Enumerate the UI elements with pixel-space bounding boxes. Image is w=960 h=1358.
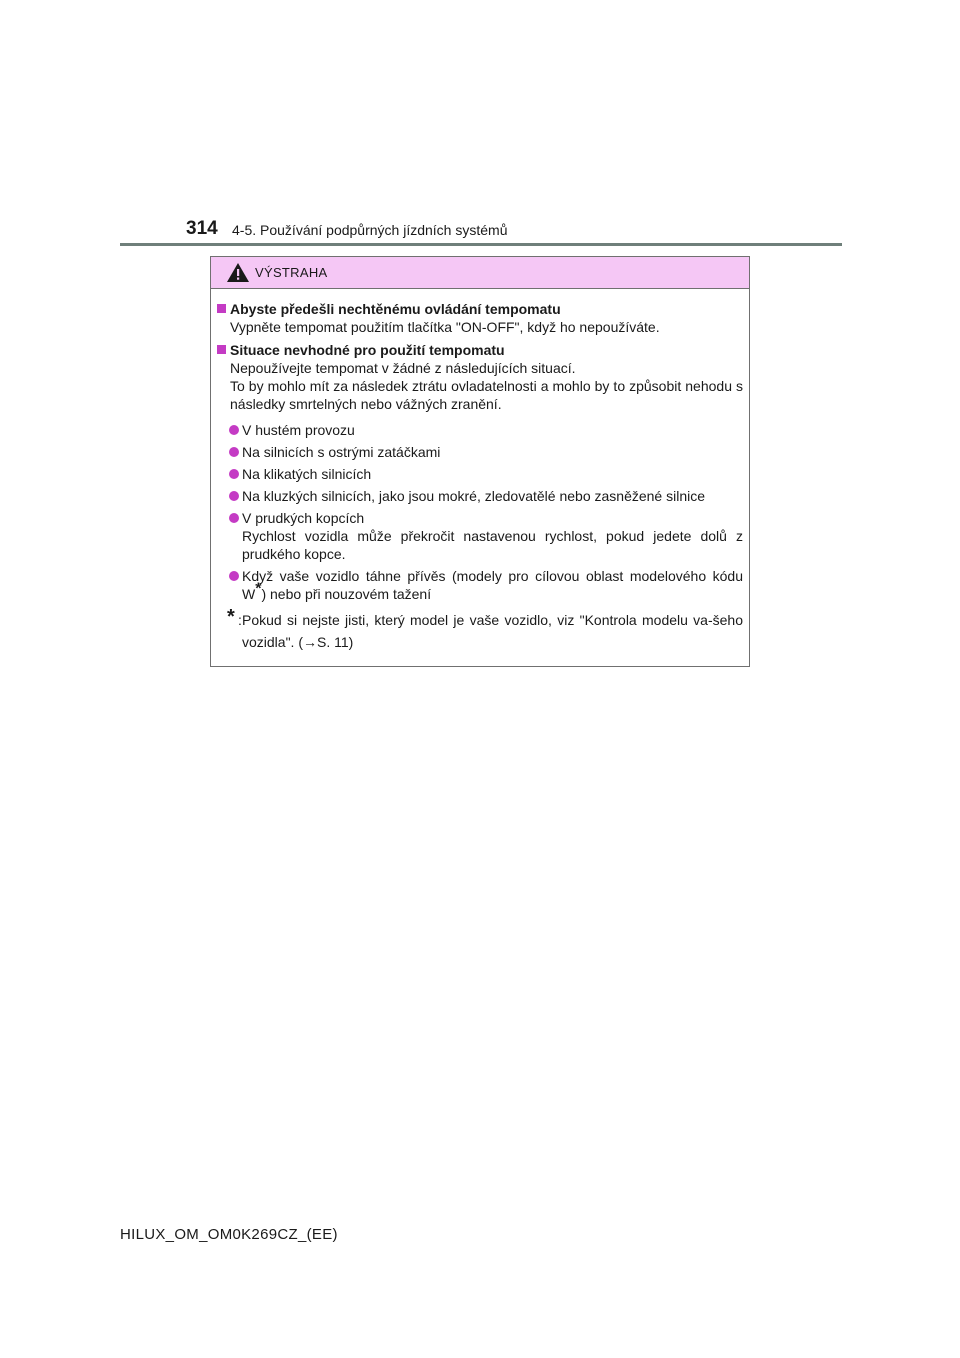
situation-list xyxy=(217,421,743,603)
list-item xyxy=(217,487,743,505)
warning-triangle-icon xyxy=(227,263,249,282)
warning-label: VÝSTRAHA xyxy=(255,265,328,280)
list-item-text: Když vaše vozidlo táhne přívěs (modely pro cílovou oblast modelového kódu W xyxy=(242,568,743,602)
warning-box xyxy=(210,256,750,667)
round-bullet-icon xyxy=(229,447,239,457)
round-bullet-icon xyxy=(229,469,239,479)
warning-section xyxy=(217,300,743,336)
round-bullet-icon xyxy=(229,571,239,581)
section-heading: Situace nevhodné pro použití tempomatu xyxy=(230,342,505,358)
section-text: Vypněte tempomat použitím tlačítka "ON-OFF", když ho nepoužíváte. xyxy=(230,319,660,335)
round-bullet-icon xyxy=(229,425,239,435)
section-heading: Abyste předešli nechtěnému ovládání tempomatu xyxy=(230,301,561,317)
round-bullet-icon xyxy=(229,491,239,501)
list-item xyxy=(217,421,743,439)
warning-section xyxy=(217,341,743,413)
list-item-text: V hustém provozu xyxy=(242,422,355,438)
list-item xyxy=(217,567,743,603)
footnote xyxy=(217,606,743,653)
footnote-colon: : xyxy=(238,612,242,628)
warning-header xyxy=(211,257,749,289)
document-code: HILUX_OM_OM0K269CZ_(EE) xyxy=(120,1226,338,1243)
round-bullet-icon xyxy=(229,513,239,523)
section-text: To by mohlo mít za následek ztrátu ovladatelnosti a mohlo by to způsobit nehodu s následky smrtelných nebo vážných zranění. xyxy=(230,378,743,412)
footnote-marker: * xyxy=(255,580,262,598)
page-number: 314 xyxy=(186,218,218,239)
list-item-text: V prudkých kopcích xyxy=(242,510,365,526)
header-rule xyxy=(120,243,842,246)
list-item xyxy=(217,443,743,461)
list-item xyxy=(217,465,743,483)
section-title: 4-5. Používání podpůrných jízdních systémů xyxy=(232,222,508,238)
list-item-text: Na kluzkých silnicích, jako jsou mokré, zledovatělé nebo zasněžené silnice xyxy=(242,488,706,504)
list-item xyxy=(217,509,743,563)
warning-content xyxy=(211,289,749,653)
footnote-text: Pokud si nejste jisti, který model je vaše vozidlo, viz "Kontrola modelu va-šeho vozidla". (→S. 11) xyxy=(242,612,743,650)
square-bullet-icon xyxy=(217,345,226,354)
list-item-text: ) nebo při nouzovém tažení xyxy=(261,586,432,602)
square-bullet-icon xyxy=(217,304,226,313)
list-item-text: Na silnicích s ostrými zatáčkami xyxy=(242,444,441,460)
list-item-detail: Rychlost vozidla může překročit nastavenou rychlost, pokud jedete dolů z prudkého kopce. xyxy=(242,528,743,562)
list-item-text: Na klikatých silnicích xyxy=(242,466,372,482)
section-text: Nepoužívejte tempomat v žádné z následujících situací. xyxy=(230,360,576,376)
footnote-marker: * xyxy=(227,606,235,628)
